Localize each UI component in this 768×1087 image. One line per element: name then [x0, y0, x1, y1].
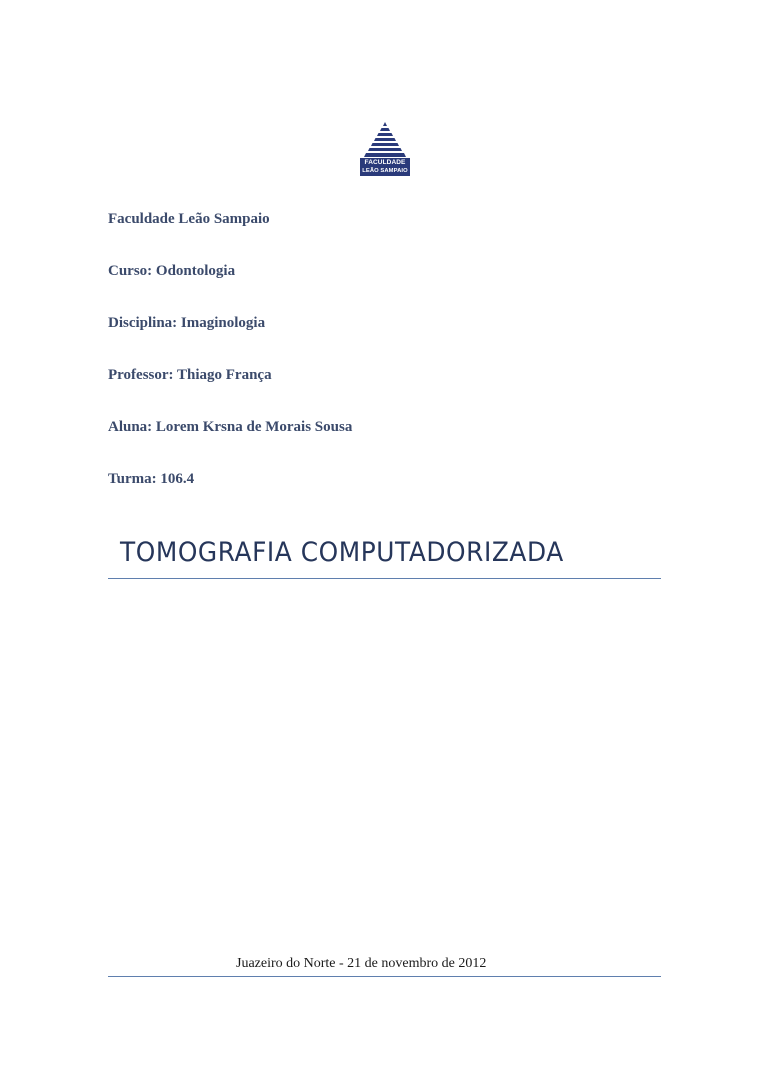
pyramid-logo-icon — [360, 121, 410, 158]
course-line: Curso: Odontologia — [108, 263, 236, 279]
document-title: TOMOGRAFIA COMPUTADORIZADA — [120, 537, 564, 568]
title-divider — [108, 578, 661, 579]
place-date-line: Juazeiro do Norte - 21 de novembro de 2012 — [236, 956, 487, 971]
discipline-line: Disciplina: Imaginologia — [108, 315, 266, 331]
institution-name: Faculdade Leão Sampaio — [108, 211, 270, 227]
professor-line: Professor: Thiago França — [108, 367, 272, 383]
class-line: Turma: 106.4 — [108, 471, 195, 487]
footer-divider — [108, 976, 661, 977]
faculty-logo — [360, 121, 410, 177]
student-line: Aluna: Lorem Krsna de Morais Sousa — [108, 419, 353, 435]
logo-line-1: FACULDADE — [360, 158, 410, 167]
logo-line-2: LEÃO SAMPAIO — [360, 167, 410, 176]
